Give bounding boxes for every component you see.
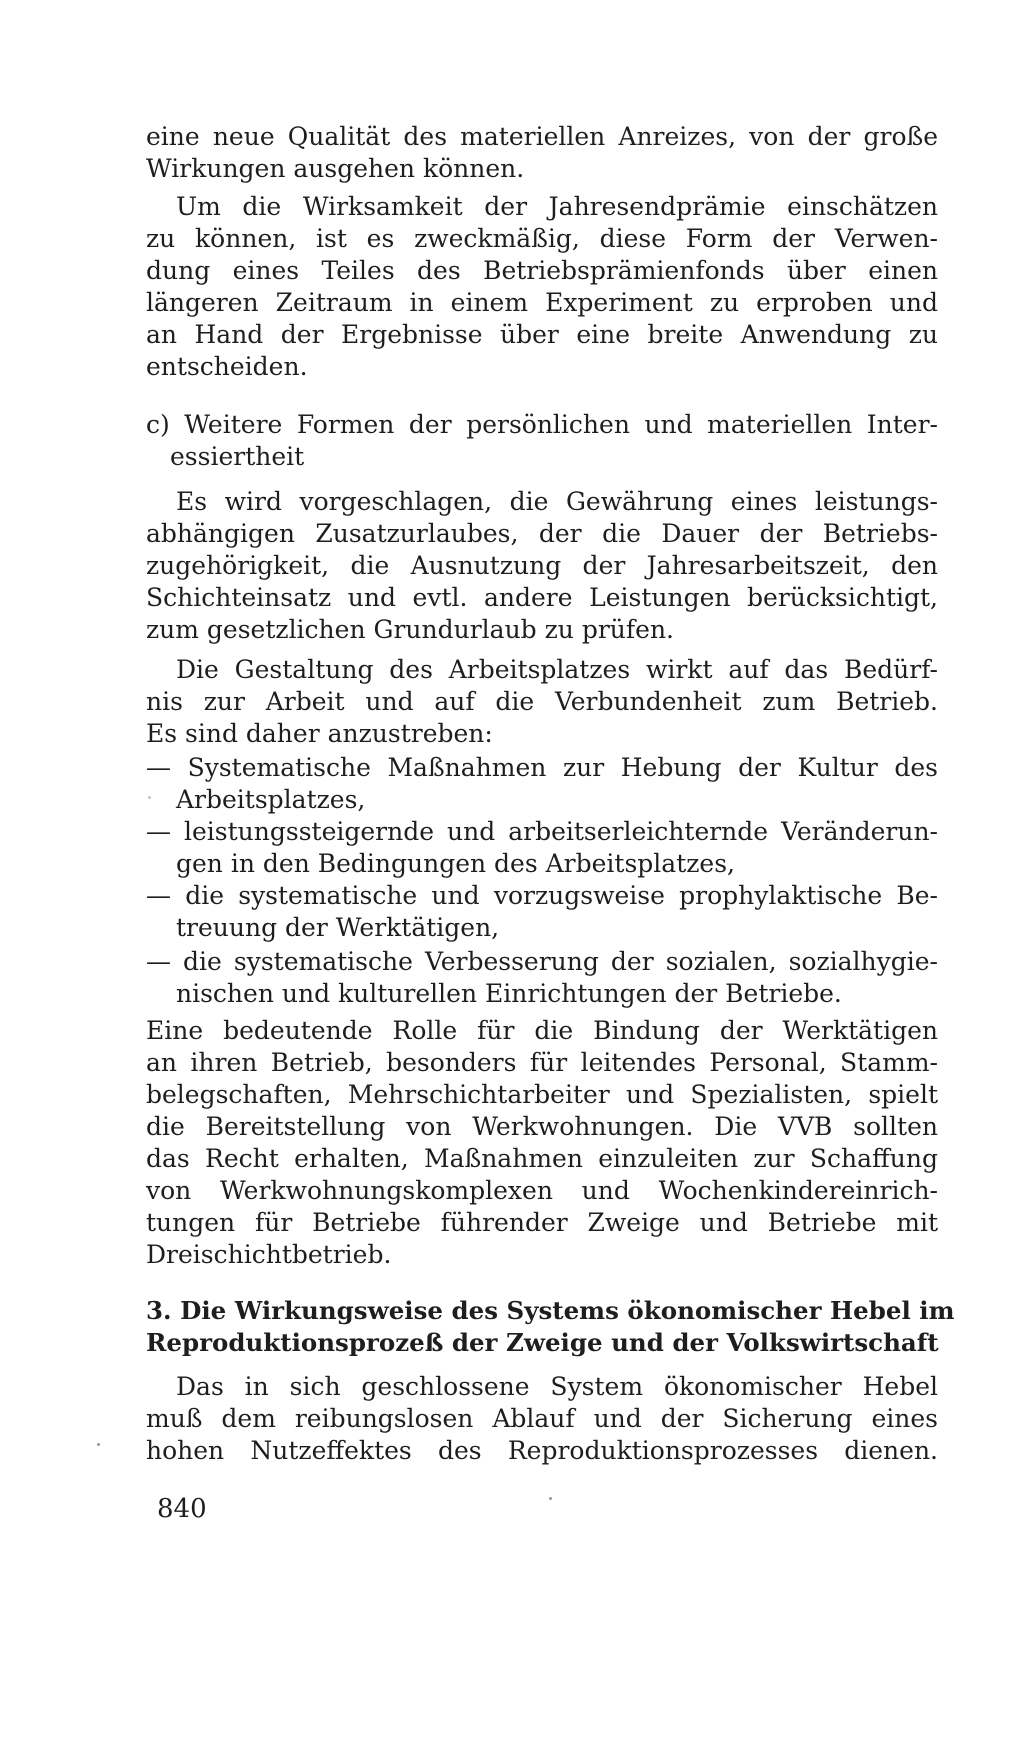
list-item-continuation: nischen und kulturellen Einrichtungen der Betriebe. (176, 979, 842, 1008)
text-line: von Werkwohnungskomplexen und Wochenkindereinrich- (146, 1176, 938, 1205)
text-line: Wirkungen ausgehen können. (146, 154, 525, 183)
text-line: abhängigen Zusatzurlaubes, der die Dauer der Betriebs- (146, 519, 938, 548)
paper-speck (549, 1497, 552, 1500)
text-line: Die Gestaltung des Arbeitsplatzes wirkt auf das Bedürf- (176, 655, 938, 684)
text-line: die Bereitstellung von Werkwohnungen. Die VVB sollten (146, 1112, 938, 1141)
text-line: Eine bedeutende Rolle für die Bindung der Werktätigen (146, 1016, 938, 1045)
text-line: zum gesetzlichen Grundurlaub zu prüfen. (146, 615, 675, 644)
text-line: zu können, ist es zweckmäßig, diese Form der Verwen- (146, 224, 938, 253)
text-line: Es wird vorgeschlagen, die Gewährung eines leistungs- (176, 487, 938, 516)
text-line: belegschaften, Mehrschichtarbeiter und Spezialisten, spielt (146, 1080, 938, 1109)
list-item: — die systematische und vorzugsweise prophylaktische Be- (146, 881, 938, 910)
section-heading-line: 3. Die Wirkungsweise des Systems ökonomischer Hebel im (146, 1296, 955, 1325)
text-line: längeren Zeitraum in einem Experiment zu erproben und (146, 288, 938, 317)
text-line: Dreischichtbetrieb. (146, 1240, 392, 1269)
list-item-continuation: gen in den Bedingungen des Arbeitsplatzes, (176, 849, 735, 878)
text-line: entscheiden. (146, 352, 308, 381)
text-line: eine neue Qualität des materiellen Anreizes, von der große (146, 122, 938, 151)
text-line: muß dem reibungslosen Ablauf und der Sicherung eines (146, 1404, 938, 1433)
text-line: das Recht erhalten, Maßnahmen einzuleiten zur Schaffung (146, 1144, 938, 1173)
text-line: hohen Nutzeffektes des Reproduktionsprozesses dienen. (146, 1436, 938, 1465)
list-item: — Systematische Maßnahmen zur Hebung der Kultur des (146, 753, 938, 782)
text-line: an ihren Betrieb, besonders für leitendes Personal, Stamm- (146, 1048, 938, 1077)
paper-speck (148, 796, 151, 799)
text-line: Das in sich geschlossene System ökonomischer Hebel (176, 1372, 938, 1401)
text-line: nis zur Arbeit und auf die Verbundenheit zum Betrieb. (146, 687, 938, 716)
page-number: 840 (157, 1494, 207, 1524)
subsection-heading-line: essiertheit (170, 442, 305, 471)
paper-speck (97, 1443, 100, 1446)
text-line: Schichteinsatz und evtl. andere Leistungen berücksichtigt, (146, 583, 938, 612)
text-line: zugehörigkeit, die Ausnutzung der Jahresarbeitszeit, den (146, 551, 938, 580)
text-line: Es sind daher anzustreben: (146, 719, 493, 748)
section-heading-line: Reproduktionsprozeß der Zweige und der Volkswirtschaft (146, 1328, 939, 1357)
text-line: an Hand der Ergebnisse über eine breite Anwendung zu (146, 320, 938, 349)
list-item: — die systematische Verbesserung der sozialen, sozialhygie- (146, 947, 938, 976)
list-item-continuation: Arbeitsplatzes, (176, 785, 366, 814)
list-item: — leistungssteigernde und arbeitserleichternde Veränderun- (146, 817, 938, 846)
text-line: tungen für Betriebe führender Zweige und Betriebe mit (146, 1208, 938, 1237)
list-item-continuation: treuung der Werktätigen, (176, 913, 500, 942)
subsection-heading-line: c) Weitere Formen der persönlichen und materiellen Inter- (146, 410, 938, 439)
text-line: dung eines Teiles des Betriebsprämienfonds über einen (146, 256, 938, 285)
text-line: Um die Wirksamkeit der Jahresendprämie einschätzen (176, 192, 938, 221)
